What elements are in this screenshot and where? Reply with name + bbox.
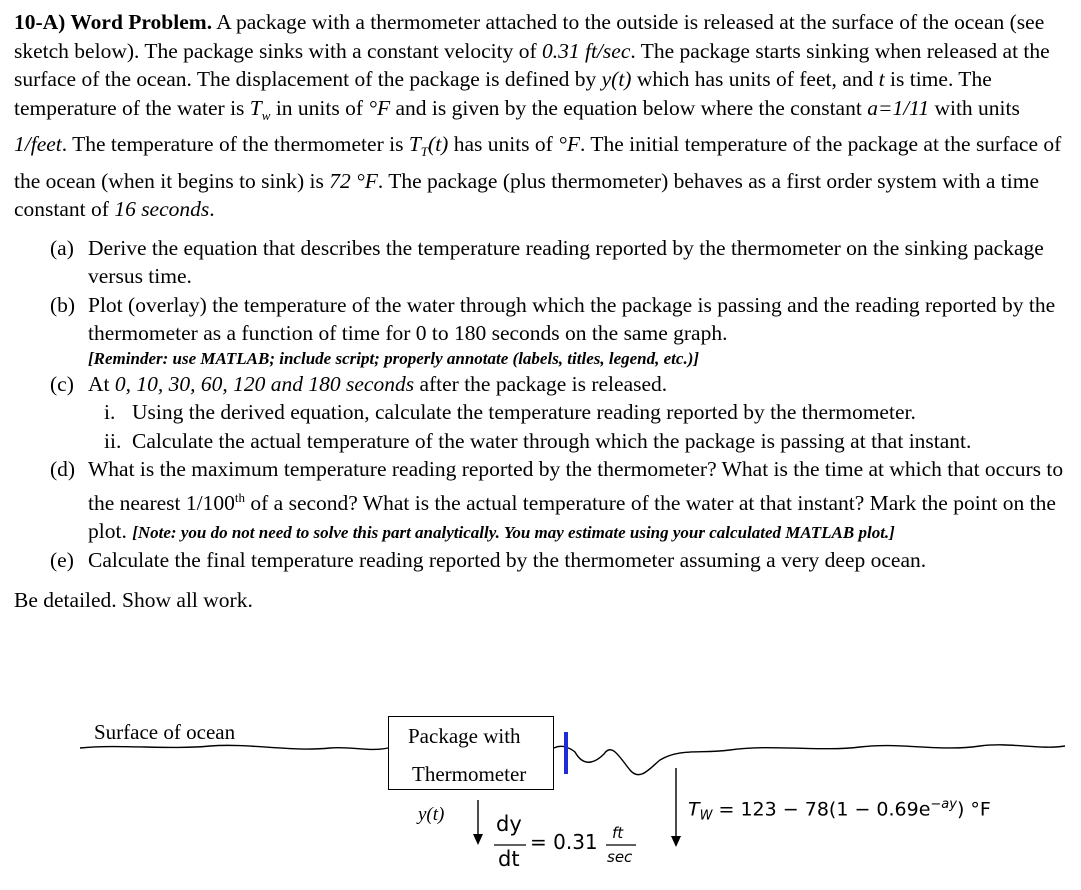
superscript: th bbox=[234, 489, 245, 505]
surface-label: Surface of ocean bbox=[94, 720, 236, 744]
part-b bbox=[14, 291, 1074, 370]
statement-text: has units of bbox=[448, 132, 559, 156]
closing-instruction: Be detailed. Show all work. bbox=[14, 588, 253, 613]
subpart-text: Using the derived equation, calculate the temperature reading reported by the thermometer. bbox=[132, 400, 916, 424]
ft-numerator: ft bbox=[612, 824, 624, 842]
thermo-temp-var: T bbox=[408, 132, 421, 156]
statement-text: which has units of feet, and bbox=[631, 67, 879, 91]
statement-text: with units bbox=[929, 95, 1020, 120]
water-temp-equation bbox=[688, 797, 991, 823]
part-text: Derive the equation that describes the temperature reading reported by the thermometer on the sinking package versus time. bbox=[88, 235, 1044, 288]
problem-statement bbox=[14, 8, 1074, 224]
time-constant: 16 seconds bbox=[114, 197, 210, 221]
part-text: What is the maximum temperature reading reported by the thermometer? What is the time at which that occurs to the nearest 1/100 bbox=[88, 457, 1064, 515]
part-c bbox=[14, 370, 1074, 399]
displacement-var: y(t) bbox=[601, 67, 632, 91]
a-constant: a=1/11 bbox=[867, 95, 930, 120]
package-label-line2: Thermometer bbox=[412, 762, 527, 786]
part-c-i bbox=[14, 398, 1074, 427]
statement-text: . The package starts sinking when released at the surface of the ocean. The displacement of the package is defined by bbox=[14, 38, 1050, 91]
depth-arrow-head bbox=[671, 836, 681, 847]
part-text: Calculate the final temperature reading reported by the thermometer assuming a very deep ocean. bbox=[88, 547, 927, 572]
part-label: (a) bbox=[50, 235, 74, 260]
water-temp-var: T bbox=[249, 95, 262, 120]
part-label: (e) bbox=[50, 547, 74, 572]
part-c-ii bbox=[14, 427, 1074, 456]
statement-text: . The package (plus thermometer) behaves as a first order system with a time constant of bbox=[14, 168, 1039, 221]
time-var: t bbox=[878, 67, 885, 91]
reminder-note: [Reminder: use MATLAB; include script; properly annotate (labels, titles, legend, etc.)] bbox=[88, 348, 700, 368]
part-label: (d) bbox=[50, 457, 76, 481]
y-arrow-head bbox=[473, 834, 483, 845]
eq-T: T bbox=[688, 798, 700, 821]
velocity-value: 0.31 ft/sec bbox=[542, 38, 631, 63]
part-e bbox=[14, 546, 1074, 575]
statement-text: and is given by the equation below where the constant bbox=[390, 95, 868, 120]
problem-page bbox=[14, 8, 1074, 613]
statement-text: is time. The temperature of the water is bbox=[14, 67, 992, 120]
unit-degf: °F bbox=[558, 132, 580, 156]
statement-text: . bbox=[209, 197, 215, 221]
statement-text: . The initial temperature of the package at the surface of the ocean (when it begins to sink) is bbox=[14, 132, 1062, 193]
displacement-label: y(t) bbox=[418, 804, 445, 825]
eq-body: = 123 − 78(1 − 0.69e bbox=[712, 798, 931, 821]
package-label-line1: Package with bbox=[408, 724, 521, 748]
thermo-temp-sub: T bbox=[420, 144, 429, 159]
problem-heading: 10-A) Word Problem. bbox=[14, 10, 213, 34]
part-text: after the package is released. bbox=[414, 371, 668, 396]
initial-temp: 72 °F bbox=[329, 168, 378, 193]
eq-end: ) °F bbox=[956, 798, 991, 821]
statement-text: A package with a thermometer attached to the outside is released at the surface of the ocean (see sketch below). The package sinks with a constant velocity of bbox=[14, 10, 1045, 63]
dt-denominator: dt bbox=[498, 847, 520, 871]
water-temp-sub: w bbox=[261, 107, 271, 123]
note-text: [Note: you do not need to solve this part analytically. You may estimate using your calculated MATLAB plot.] bbox=[132, 523, 895, 543]
eq-sub: W bbox=[699, 808, 713, 824]
part-text: of a second? What is the actual temperature of the water at that instant? Mark the point on the plot. bbox=[88, 490, 1056, 544]
sec-denominator: sec bbox=[607, 848, 633, 866]
thermo-temp-arg: (t) bbox=[428, 132, 449, 156]
part-a bbox=[14, 234, 1074, 291]
part-label: (b) bbox=[50, 292, 76, 317]
subpart-text: Calculate the actual temperature of the water through which the package is passing at that instant. bbox=[132, 428, 972, 453]
velocity-equation-value: = 0.31 bbox=[530, 830, 598, 854]
dy-numerator: dy bbox=[496, 812, 522, 836]
subpart-label: i. bbox=[104, 400, 116, 424]
part-text: At bbox=[88, 371, 115, 396]
part-text: Plot (overlay) the temperature of the water through which the package is passing and the reading reported by the thermometer as a function of time for 0 to 180 seconds on the same graph. bbox=[88, 292, 1056, 345]
unit-degf: °F bbox=[368, 95, 391, 120]
subpart-label: ii. bbox=[104, 428, 122, 453]
time-list: 0, 10, 30, 60, 120 and 180 seconds bbox=[114, 371, 415, 396]
ocean-surface-line bbox=[80, 745, 1065, 775]
a-units: 1/feet bbox=[14, 132, 62, 156]
eq-exponent: −ay bbox=[930, 797, 957, 812]
part-d bbox=[14, 455, 1074, 546]
parts-list bbox=[14, 234, 1074, 575]
statement-text: . The temperature of the thermometer is bbox=[61, 132, 409, 156]
statement-text: in units of bbox=[270, 95, 369, 120]
part-label: (c) bbox=[50, 371, 74, 396]
